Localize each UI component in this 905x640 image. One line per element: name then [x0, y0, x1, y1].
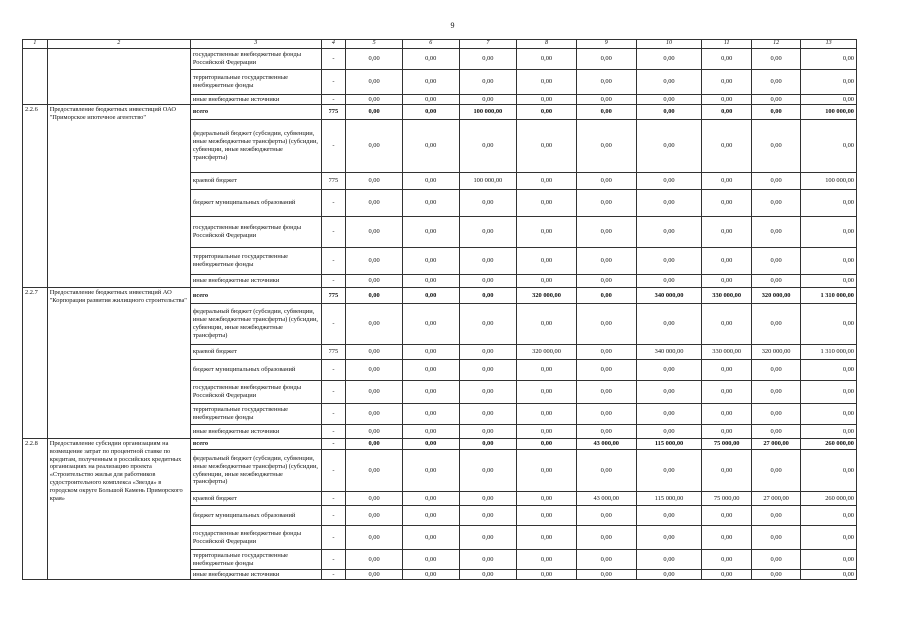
amount-cell: 0,00 — [459, 190, 517, 217]
amount-cell: 0,00 — [517, 506, 577, 526]
column-header-4: 4 — [321, 40, 346, 49]
amount-cell: 27 000,00 — [751, 439, 800, 450]
amount-cell: 0,00 — [636, 105, 702, 120]
amount-cell: 0,00 — [346, 360, 403, 381]
amount-cell: 320 000,00 — [517, 345, 577, 360]
amount-cell: 0,00 — [517, 173, 577, 190]
amount-cell: 0,00 — [576, 105, 636, 120]
funding-source-cell: федеральный бюджет (субсидии, субвенции, иные межбюджетные трансферты) (субсидии, субвенции, иные межбюджетные трансферты) — [190, 120, 321, 173]
amount-cell: 0,00 — [459, 275, 517, 288]
item-number-cell: 2.2.8 — [23, 439, 48, 580]
amount-cell: 0,00 — [346, 492, 403, 506]
amount-cell: 0,00 — [636, 95, 702, 105]
amount-cell: 0,00 — [346, 288, 403, 304]
amount-cell: 0,00 — [459, 49, 517, 70]
amount-cell: 0,00 — [517, 95, 577, 105]
funding-source-cell: государственные внебюджетные фонды Российской Федерации — [190, 381, 321, 404]
amount-cell: 0,00 — [751, 526, 800, 550]
funding-source-cell: бюджет муниципальных образований — [190, 190, 321, 217]
amount-cell: 0,00 — [517, 190, 577, 217]
funding-source-cell: территориальные государственные внебюджетные фонды — [190, 404, 321, 425]
code-cell: - — [321, 304, 346, 345]
amount-cell: 340 000,00 — [636, 288, 702, 304]
amount-cell: 0,00 — [402, 217, 459, 248]
amount-cell: 0,00 — [576, 70, 636, 95]
code-cell: - — [321, 360, 346, 381]
amount-cell: 0,00 — [346, 439, 403, 450]
column-header-7: 7 — [459, 40, 517, 49]
amount-cell: 0,00 — [751, 190, 800, 217]
funding-source-cell: государственные внебюджетные фонды Российской Федерации — [190, 526, 321, 550]
amount-cell: 0,00 — [636, 381, 702, 404]
amount-cell: 0,00 — [402, 526, 459, 550]
amount-cell: 0,00 — [346, 506, 403, 526]
code-cell: 775 — [321, 345, 346, 360]
amount-cell: 0,00 — [517, 217, 577, 248]
funding-source-cell: федеральный бюджет (субсидии, субвенции, иные межбюджетные трансферты) (субсидии, субвенции, иные межбюджетные трансферты) — [190, 450, 321, 492]
amount-cell: 0,00 — [801, 526, 857, 550]
amount-cell: 0,00 — [751, 304, 800, 345]
amount-cell: 0,00 — [801, 49, 857, 70]
amount-cell: 0,00 — [346, 105, 403, 120]
amount-cell: 0,00 — [576, 381, 636, 404]
funding-source-cell: бюджет муниципальных образований — [190, 360, 321, 381]
item-number-cell: 2.2.6 — [23, 105, 48, 288]
amount-cell: 0,00 — [346, 173, 403, 190]
amount-cell: 0,00 — [402, 450, 459, 492]
amount-cell: 0,00 — [801, 190, 857, 217]
amount-cell: 0,00 — [459, 506, 517, 526]
amount-cell: 0,00 — [576, 425, 636, 439]
amount-cell: 0,00 — [702, 49, 751, 70]
amount-cell: 0,00 — [702, 425, 751, 439]
amount-cell: 0,00 — [459, 95, 517, 105]
amount-cell: 0,00 — [459, 217, 517, 248]
column-header-10: 10 — [636, 40, 702, 49]
amount-cell: 0,00 — [459, 120, 517, 173]
amount-cell: 0,00 — [702, 550, 751, 570]
amount-cell: 1 310 000,00 — [801, 345, 857, 360]
amount-cell: 0,00 — [801, 570, 857, 580]
amount-cell: 0,00 — [636, 526, 702, 550]
amount-cell: 0,00 — [517, 425, 577, 439]
amount-cell: 0,00 — [517, 248, 577, 275]
amount-cell: 0,00 — [402, 381, 459, 404]
amount-cell: 115 000,00 — [636, 439, 702, 450]
amount-cell: 0,00 — [702, 381, 751, 404]
amount-cell: 0,00 — [702, 304, 751, 345]
funding-source-cell: иные внебюджетные источники — [190, 570, 321, 580]
code-cell: 775 — [321, 105, 346, 120]
code-cell: - — [321, 190, 346, 217]
amount-cell: 0,00 — [702, 70, 751, 95]
amount-cell: 0,00 — [576, 190, 636, 217]
amount-cell: 0,00 — [402, 492, 459, 506]
funding-source-cell: федеральный бюджет (субсидии, субвенции, иные межбюджетные трансферты) (субсидии, субвенции, иные межбюджетные трансферты) — [190, 304, 321, 345]
amount-cell: 0,00 — [702, 526, 751, 550]
amount-cell: 1 310 000,00 — [801, 288, 857, 304]
column-header-8: 8 — [517, 40, 577, 49]
funding-source-cell: государственные внебюджетные фонды Российской Федерации — [190, 217, 321, 248]
amount-cell: 0,00 — [702, 360, 751, 381]
amount-cell: 0,00 — [517, 381, 577, 404]
code-cell: - — [321, 506, 346, 526]
amount-cell: 0,00 — [751, 450, 800, 492]
amount-cell: 0,00 — [801, 550, 857, 570]
amount-cell: 0,00 — [751, 570, 800, 580]
amount-cell: 0,00 — [517, 49, 577, 70]
amount-cell: 0,00 — [801, 275, 857, 288]
column-header-9: 9 — [576, 40, 636, 49]
amount-cell: 0,00 — [702, 248, 751, 275]
amount-cell: 0,00 — [576, 288, 636, 304]
code-cell: - — [321, 439, 346, 450]
column-header-6: 6 — [402, 40, 459, 49]
funding-source-cell: территориальные государственные внебюджетные фонды — [190, 550, 321, 570]
item-number-cell — [23, 49, 48, 105]
amount-cell: 100 000,00 — [459, 105, 517, 120]
funding-source-cell: бюджет муниципальных образований — [190, 506, 321, 526]
amount-cell: 0,00 — [459, 526, 517, 550]
code-cell: - — [321, 381, 346, 404]
amount-cell: 0,00 — [459, 360, 517, 381]
amount-cell: 27 000,00 — [751, 492, 800, 506]
amount-cell: 0,00 — [636, 450, 702, 492]
amount-cell: 0,00 — [576, 345, 636, 360]
amount-cell: 0,00 — [346, 217, 403, 248]
amount-cell: 0,00 — [801, 450, 857, 492]
amount-cell: 0,00 — [459, 550, 517, 570]
funding-source-cell: иные внебюджетные источники — [190, 275, 321, 288]
amount-cell: 0,00 — [459, 345, 517, 360]
amount-cell: 0,00 — [402, 275, 459, 288]
code-cell: - — [321, 120, 346, 173]
amount-cell: 0,00 — [636, 425, 702, 439]
amount-cell: 0,00 — [346, 304, 403, 345]
funding-source-cell: территориальные государственные внебюджетные фонды — [190, 70, 321, 95]
funding-source-cell: государственные внебюджетные фонды Российской Федерации — [190, 49, 321, 70]
amount-cell: 0,00 — [576, 450, 636, 492]
amount-cell: 330 000,00 — [702, 288, 751, 304]
amount-cell: 0,00 — [346, 190, 403, 217]
budget-table — [22, 39, 857, 580]
amount-cell: 0,00 — [576, 360, 636, 381]
funding-source-cell: краевой бюджет — [190, 492, 321, 506]
amount-cell: 0,00 — [751, 425, 800, 439]
amount-cell: 0,00 — [459, 570, 517, 580]
amount-cell: 0,00 — [402, 190, 459, 217]
item-name-cell: Предоставление бюджетных инвестиций АО "Корпорация развития жилищного строительства" — [47, 288, 190, 439]
amount-cell: 0,00 — [346, 248, 403, 275]
amount-cell: 0,00 — [751, 550, 800, 570]
amount-cell: 0,00 — [517, 105, 577, 120]
item-name-cell: Предоставление субсидии организациям на возмещение затрат по процентной ставке по кредитам, полученным в российских кредитных организациях на реализацию проекта «Строительство жилья для работников судостроительного комплекса «Звезда» в городском округе Большой Камень Приморского края» — [47, 439, 190, 580]
amount-cell: 260 000,00 — [801, 492, 857, 506]
code-cell: 775 — [321, 288, 346, 304]
amount-cell: 0,00 — [751, 105, 800, 120]
amount-cell: 0,00 — [346, 95, 403, 105]
amount-cell: 0,00 — [576, 217, 636, 248]
funding-source-cell: всего — [190, 439, 321, 450]
amount-cell: 0,00 — [402, 439, 459, 450]
funding-source-cell: иные внебюджетные источники — [190, 425, 321, 439]
amount-cell: 0,00 — [636, 570, 702, 580]
amount-cell: 0,00 — [517, 492, 577, 506]
amount-cell: 0,00 — [517, 275, 577, 288]
amount-cell: 0,00 — [751, 360, 800, 381]
amount-cell: 0,00 — [751, 381, 800, 404]
amount-cell: 0,00 — [459, 70, 517, 95]
amount-cell: 115 000,00 — [636, 492, 702, 506]
amount-cell: 0,00 — [517, 526, 577, 550]
code-cell: - — [321, 492, 346, 506]
amount-cell: 0,00 — [576, 95, 636, 105]
amount-cell: 0,00 — [576, 248, 636, 275]
amount-cell: 0,00 — [636, 275, 702, 288]
funding-source-cell: краевой бюджет — [190, 345, 321, 360]
amount-cell: 0,00 — [751, 404, 800, 425]
amount-cell: 320 000,00 — [751, 345, 800, 360]
amount-cell: 0,00 — [517, 570, 577, 580]
item-name-cell: Предоставление бюджетных инвестиций ОАО "Приморское ипотечное агентство" — [47, 105, 190, 288]
amount-cell: 0,00 — [517, 70, 577, 95]
amount-cell: 0,00 — [801, 304, 857, 345]
amount-cell: 0,00 — [402, 425, 459, 439]
code-cell: - — [321, 526, 346, 550]
column-header-5: 5 — [346, 40, 403, 49]
amount-cell: 0,00 — [801, 425, 857, 439]
amount-cell: 0,00 — [517, 360, 577, 381]
amount-cell: 0,00 — [636, 248, 702, 275]
amount-cell: 43 000,00 — [576, 492, 636, 506]
amount-cell: 0,00 — [751, 506, 800, 526]
amount-cell: 0,00 — [801, 506, 857, 526]
item-name-cell — [47, 49, 190, 105]
amount-cell: 0,00 — [576, 275, 636, 288]
amount-cell: 0,00 — [636, 173, 702, 190]
amount-cell: 0,00 — [576, 120, 636, 173]
amount-cell: 0,00 — [576, 49, 636, 70]
funding-source-cell: иные внебюджетные источники — [190, 95, 321, 105]
amount-cell: 0,00 — [801, 217, 857, 248]
amount-cell: 0,00 — [702, 190, 751, 217]
amount-cell: 0,00 — [346, 404, 403, 425]
column-header-1: 1 — [23, 40, 48, 49]
amount-cell: 0,00 — [751, 217, 800, 248]
table-header-row — [23, 40, 857, 49]
column-header-2: 2 — [47, 40, 190, 49]
amount-cell: 0,00 — [517, 120, 577, 173]
amount-cell: 0,00 — [702, 95, 751, 105]
amount-cell: 0,00 — [751, 173, 800, 190]
amount-cell: 0,00 — [636, 404, 702, 425]
column-header-12: 12 — [751, 40, 800, 49]
amount-cell: 0,00 — [636, 506, 702, 526]
code-cell: - — [321, 450, 346, 492]
table-row — [23, 439, 857, 450]
amount-cell: 0,00 — [702, 570, 751, 580]
amount-cell: 0,00 — [346, 120, 403, 173]
amount-cell: 0,00 — [402, 506, 459, 526]
amount-cell: 0,00 — [402, 105, 459, 120]
amount-cell: 0,00 — [517, 439, 577, 450]
amount-cell: 75 000,00 — [702, 492, 751, 506]
code-cell: - — [321, 70, 346, 95]
column-header-13: 13 — [801, 40, 857, 49]
code-cell: - — [321, 49, 346, 70]
code-cell: - — [321, 217, 346, 248]
amount-cell: 0,00 — [346, 526, 403, 550]
amount-cell: 0,00 — [801, 120, 857, 173]
amount-cell: 0,00 — [636, 190, 702, 217]
amount-cell: 0,00 — [751, 248, 800, 275]
amount-cell: 0,00 — [517, 450, 577, 492]
amount-cell: 0,00 — [702, 506, 751, 526]
amount-cell: 0,00 — [801, 404, 857, 425]
amount-cell: 0,00 — [402, 49, 459, 70]
amount-cell: 100 000,00 — [459, 173, 517, 190]
code-cell: - — [321, 404, 346, 425]
amount-cell: 0,00 — [459, 425, 517, 439]
amount-cell: 0,00 — [459, 492, 517, 506]
amount-cell: 0,00 — [576, 173, 636, 190]
amount-cell: 100 000,00 — [801, 105, 857, 120]
amount-cell: 0,00 — [459, 439, 517, 450]
amount-cell: 0,00 — [751, 70, 800, 95]
amount-cell: 0,00 — [576, 550, 636, 570]
amount-cell: 0,00 — [402, 95, 459, 105]
item-number-cell: 2.2.7 — [23, 288, 48, 439]
code-cell: - — [321, 570, 346, 580]
amount-cell: 0,00 — [702, 173, 751, 190]
amount-cell: 320 000,00 — [517, 288, 577, 304]
amount-cell: 0,00 — [517, 550, 577, 570]
amount-cell: 0,00 — [402, 248, 459, 275]
amount-cell: 320 000,00 — [751, 288, 800, 304]
amount-cell: 0,00 — [346, 550, 403, 570]
amount-cell: 0,00 — [801, 70, 857, 95]
amount-cell: 260 000,00 — [801, 439, 857, 450]
column-header-11: 11 — [702, 40, 751, 49]
amount-cell: 0,00 — [636, 217, 702, 248]
amount-cell: 0,00 — [346, 425, 403, 439]
amount-cell: 0,00 — [636, 304, 702, 345]
amount-cell: 0,00 — [702, 120, 751, 173]
amount-cell: 0,00 — [402, 570, 459, 580]
amount-cell: 0,00 — [702, 275, 751, 288]
amount-cell: 0,00 — [346, 49, 403, 70]
amount-cell: 0,00 — [402, 360, 459, 381]
page-number: 9 — [450, 21, 455, 30]
amount-cell: 0,00 — [459, 248, 517, 275]
funding-source-cell: территориальные государственные внебюджетные фонды — [190, 248, 321, 275]
amount-cell: 0,00 — [459, 288, 517, 304]
amount-cell: 0,00 — [636, 49, 702, 70]
amount-cell: 0,00 — [801, 381, 857, 404]
amount-cell: 43 000,00 — [576, 439, 636, 450]
table-row — [23, 288, 857, 304]
amount-cell: 0,00 — [346, 570, 403, 580]
amount-cell: 0,00 — [801, 360, 857, 381]
amount-cell: 0,00 — [459, 304, 517, 345]
amount-cell: 100 000,00 — [801, 173, 857, 190]
amount-cell: 0,00 — [702, 217, 751, 248]
table-row — [23, 49, 857, 70]
amount-cell: 0,00 — [402, 120, 459, 173]
amount-cell: 0,00 — [517, 304, 577, 345]
amount-cell: 0,00 — [702, 450, 751, 492]
amount-cell: 0,00 — [346, 381, 403, 404]
amount-cell: 0,00 — [402, 404, 459, 425]
column-header-3: 3 — [190, 40, 321, 49]
amount-cell: 0,00 — [346, 70, 403, 95]
amount-cell: 0,00 — [346, 345, 403, 360]
amount-cell: 0,00 — [576, 404, 636, 425]
amount-cell: 0,00 — [636, 360, 702, 381]
funding-source-cell: всего — [190, 105, 321, 120]
amount-cell: 0,00 — [402, 288, 459, 304]
amount-cell: 75 000,00 — [702, 439, 751, 450]
amount-cell: 0,00 — [576, 304, 636, 345]
amount-cell: 0,00 — [751, 49, 800, 70]
code-cell: - — [321, 275, 346, 288]
amount-cell: 0,00 — [751, 275, 800, 288]
code-cell: - — [321, 550, 346, 570]
amount-cell: 0,00 — [346, 275, 403, 288]
amount-cell: 0,00 — [346, 450, 403, 492]
amount-cell: 0,00 — [801, 248, 857, 275]
amount-cell: 330 000,00 — [702, 345, 751, 360]
code-cell: - — [321, 425, 346, 439]
amount-cell: 0,00 — [636, 120, 702, 173]
funding-source-cell: краевой бюджет — [190, 173, 321, 190]
amount-cell: 0,00 — [751, 120, 800, 173]
amount-cell: 0,00 — [459, 450, 517, 492]
amount-cell: 340 000,00 — [636, 345, 702, 360]
amount-cell: 0,00 — [402, 345, 459, 360]
amount-cell: 0,00 — [751, 95, 800, 105]
amount-cell: 0,00 — [636, 70, 702, 95]
amount-cell: 0,00 — [402, 173, 459, 190]
code-cell: - — [321, 95, 346, 105]
code-cell: - — [321, 248, 346, 275]
amount-cell: 0,00 — [459, 381, 517, 404]
amount-cell: 0,00 — [402, 304, 459, 345]
code-cell: 775 — [321, 173, 346, 190]
funding-source-cell: всего — [190, 288, 321, 304]
amount-cell: 0,00 — [636, 550, 702, 570]
amount-cell: 0,00 — [402, 550, 459, 570]
amount-cell: 0,00 — [576, 570, 636, 580]
amount-cell: 0,00 — [702, 105, 751, 120]
amount-cell: 0,00 — [576, 526, 636, 550]
table-row — [23, 105, 857, 120]
amount-cell: 0,00 — [459, 404, 517, 425]
amount-cell: 0,00 — [702, 404, 751, 425]
amount-cell: 0,00 — [801, 95, 857, 105]
amount-cell: 0,00 — [517, 404, 577, 425]
amount-cell: 0,00 — [402, 70, 459, 95]
amount-cell: 0,00 — [576, 506, 636, 526]
